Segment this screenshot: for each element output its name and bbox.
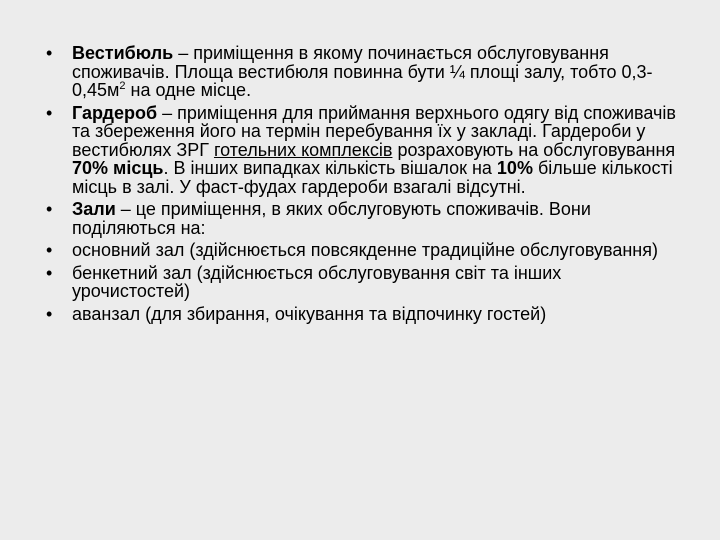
bullet-icon: •: [46, 240, 53, 260]
antechamber-text: аванзал (для збирання, очікування та відпочинку гостей): [72, 303, 547, 324]
wardrobe-text-d: більше кількості місць в залі. У фаст-фудах гардероби взагалі відсутні.: [72, 158, 673, 197]
bullet-icon: •: [46, 303, 53, 324]
vestibule-superscript: 2: [119, 80, 126, 92]
list-item-banquet-hall: [46, 264, 680, 301]
wardrobe-underlined-text: готельних комплексів: [213, 139, 393, 160]
term-halls: Зали: [72, 199, 116, 219]
wardrobe-bold-percent-1: 70% місць: [72, 158, 164, 178]
bullet-icon: •: [46, 199, 53, 219]
wardrobe-text-c: . В інших випадках кількість вішалок на: [163, 158, 497, 178]
wardrobe-text-a: – приміщення для приймання верхнього одягу від споживачів та збереження його на термін перебування їх у закладі. Гардероби у вестибюлях ЗРГ: [72, 102, 676, 160]
term-vestibule: Вестибюль: [72, 43, 174, 63]
bullet-icon: •: [46, 262, 53, 283]
wardrobe-text-b: розраховують на обслуговування: [392, 139, 676, 160]
vestibule-text-b: на одне місце.: [125, 80, 252, 100]
term-wardrobe: Гардероб: [72, 102, 158, 123]
vestibule-text-a: – приміщення в якому починається обслуговування споживачів. Площа вестибюля повинна бути ¼ площі залу, тобто 0,3-0,45м: [72, 43, 653, 100]
banquet-hall-text: бенкетний зал (здійснюється обслуговування світ та інших урочистостей): [72, 262, 562, 301]
list-item-halls: [46, 200, 680, 237]
bullet-list: [46, 44, 680, 323]
bullet-icon: •: [46, 43, 53, 63]
list-item-wardrobe: [46, 104, 680, 197]
halls-text-a: – це приміщення, в яких обслуговують споживачів. Вони поділяються на:: [72, 199, 591, 238]
list-item-vestibule: [46, 44, 680, 100]
list-item-antechamber: [46, 305, 680, 324]
main-hall-text: основний зал (здійснюється повсякденне традиційне обслуговування): [72, 240, 658, 260]
bullet-icon: •: [46, 102, 53, 123]
list-item-main-hall: [46, 241, 680, 260]
wardrobe-bold-percent-2: 10%: [496, 158, 533, 178]
